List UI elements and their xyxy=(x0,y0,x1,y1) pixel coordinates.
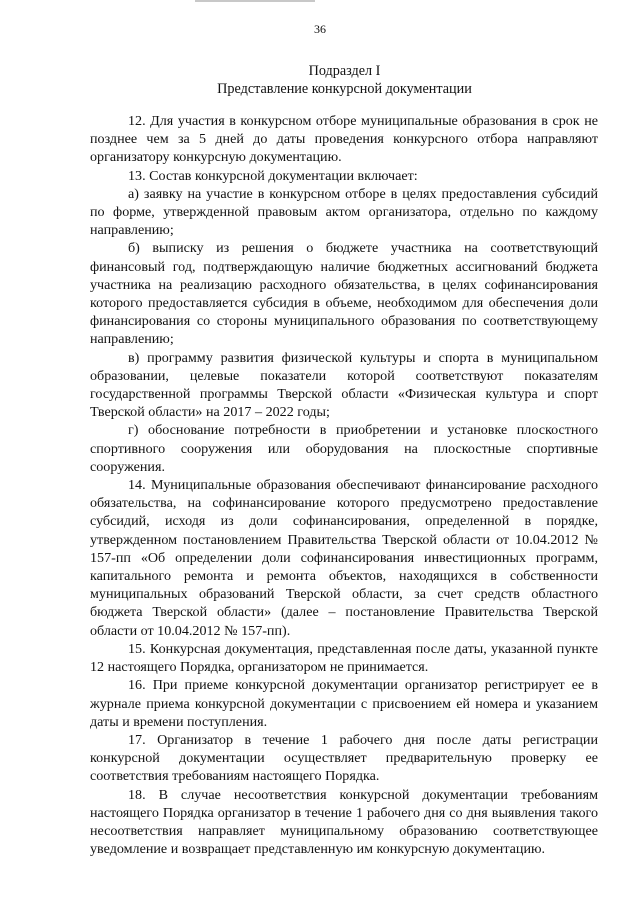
paragraph-13-g: г) обоснование потребности в приобретении и установке плоскостного спортивного сооружения или оборудования на плоскостные спортивные сооружения. xyxy=(90,422,598,475)
section-title: Представление конкурсной документации xyxy=(217,81,472,97)
page-number: 36 xyxy=(314,22,326,36)
paragraph-13-a: а) заявку на участие в конкурсном отборе в целях предоставления субсидий по форме, утвержденной правовым актом организатора, отдельно по каждому направлению; xyxy=(90,185,598,239)
paragraph-16: 16. При приеме конкурсной документации организатор регистрирует ее в журнале приема конкурсной документации с присвоением ей номера и указанием даты и времени поступления. xyxy=(90,677,598,730)
subsection-title: Подраздел I xyxy=(308,63,381,79)
paragraph-17: 17. Организатор в течение 1 рабочего дня после даты регистрации конкурсной документации осуществляет предварительную проверку ее соответствия требованиям настоящего Порядка. xyxy=(90,731,598,785)
document-body xyxy=(90,112,598,858)
scan-edge-mark xyxy=(195,0,315,2)
paragraph-15: 15. Конкурсная документация, представленная после даты, указанной пункте 12 настоящего Порядка, организатором не принимается. xyxy=(90,640,598,676)
paragraph-13-v: в) программу развития физической культуры и спорта в муниципальном образовании, целевые показатели которой соответствуют показателям государственной программы Тверской области «Физическая культура и спорт Тверской области» на 2017 – 2022 годы; xyxy=(90,349,598,421)
paragraph-13: 13. Состав конкурсной документации включает: xyxy=(128,167,418,184)
paragraph-13-b: б) выписку из решения о бюджете участника на соответствующий финансовый год, подтверждающую наличие бюджетных ассигнований бюджета участника на реализацию расходного обязательства, в целях софинансирования которого предоставляется субсидия в объеме, необходимом для обеспечения доли финансирования со стороны муниципального образования по соответствующему направлению; xyxy=(90,240,598,348)
paragraph-18: 18. В случае несоответствия конкурсной документации требованиям настоящего Порядка организатор в течение 1 рабочего дня со дня выявления такого несоответствия направляет муниципальному образованию соответствующее уведомление и возвращает представленную им конкурсную документацию. xyxy=(90,786,598,858)
paragraph-14: 14. Муниципальные образования обеспечивают финансирование расходного обязательства, на софинансирование которого предусмотрено предоставление субсидий, исходя из доли софинансирования, определенной в порядке, утвержденном постановлением Правительства Тверской области от 10.04.2012 № 157-пп «Об определении доли софинансирования инвестиционных программ, капитального ремонта и ремонта объектов, находящихся в собственности муниципальных образований Тверской области, за счет средств областного бюджета Тверской области» (далее – постановление Правительства Тверской области от 10.04.2012 № 157-пп). xyxy=(90,477,598,639)
section-heading xyxy=(92,62,597,98)
paragraph-12: 12. Для участия в конкурсном отборе муниципальные образования в срок не позднее чем за 5 дней до даты проведения конкурсного отбора направляют организатору конкурсную документацию. xyxy=(90,113,598,166)
